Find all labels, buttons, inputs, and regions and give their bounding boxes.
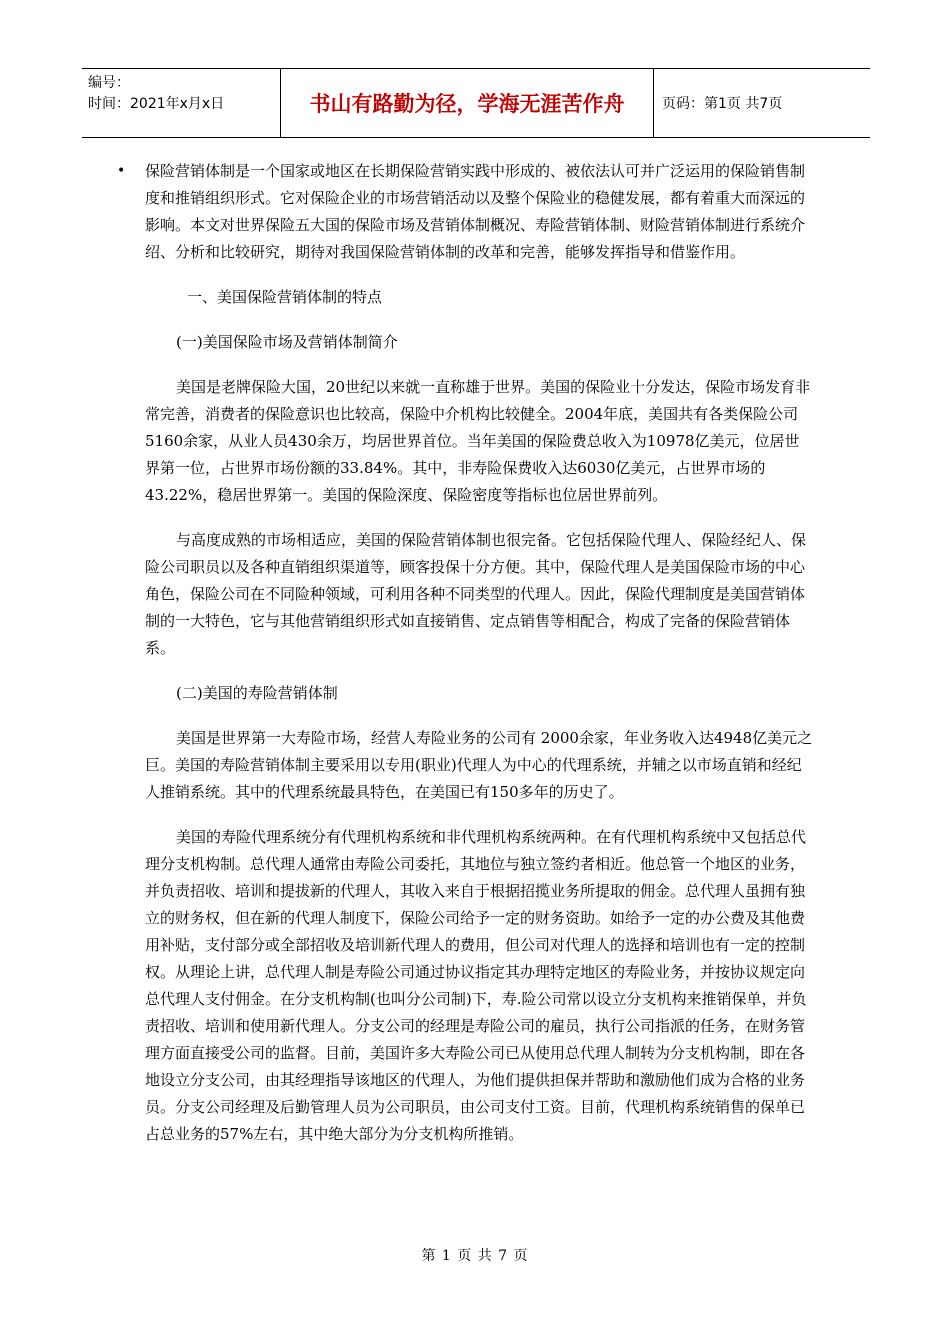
paragraph-4: 美国的寿险代理系统分有代理机构系统和非代理机构系统两种。在有代理机构系统中又包括总代理分支机构制。总代理人通常由寿险公司委托，其地位与独立签约者相近。他总管一个地区的业务，并负责招收、培训和提拔新的代理人，其收入来自于根据招揽业务所提取的佣金。总代理人虽拥有独立的财务权，但在新的代理人制度下，保险公司给予一定的财务资助。如给予一定的办公费及其他费用补贴，支付部分或全部招收及培训新代理人的费用，但公司对代理人的选择和培训也有一定的控制权。从理论上讲，总代理人制是寿险公司通过协议指定其办理特定地区的寿险业务，并按协议规定向总代理人支付佣金。在分支机构制(也叫分公司制)下，寿.险公司常以设立分支机构来推销保单，并负责招收、培训和使用新代理人。分支公司的经理是寿险公司的雇员，执行公司指派的任务，在财务管理方面直接受公司的监督。目前，美国许多大寿险公司已从使用总代理人制转为分支机构制，即在各地设立分支公司，由其经理指导该地区的代理人，为他们提供担保并帮助和激励他们成为合格的业务员。分支公司经理及后勤管理人员为公司职员，由公司支付工资。目前，代理机构系统销售的保单已占总业务的57%左右，其中绝大部分为分支机构所推销。: [145, 828, 807, 1143]
motto-text: 书山有路勤为径，学海无涯苦作舟: [309, 92, 625, 116]
number-label: 编号：: [88, 75, 130, 91]
page-footer: [0, 1245, 950, 1265]
subsection-heading-1: (一)美国保险市场及营销体制简介: [176, 333, 398, 351]
subsection-heading-2: (二)美国的寿险营销体制: [176, 684, 338, 702]
intro-bullet-item: [117, 158, 813, 266]
footer-page-number: 第 1 页 共 7 页: [421, 1248, 529, 1264]
intro-paragraph: 保险营销体制是一个国家或地区在长期保险营销实践中形成的、被依法认可并广泛运用的保险销售制度和推销组织形式。它对保险企业的市场营销活动以及整个保险业的稳健发展，都有着重大而深远的影响。本文对世界保险五大国的保险市场及营销体制概况、寿险营销体制、财险营销体制进行系统介绍、分析和比较研究，期待对我国保险营销体制的改革和完善，能够发挥指导和借鉴作用。: [145, 162, 806, 261]
header-info-cell: [82, 69, 281, 137]
header-table: [82, 68, 870, 138]
document-body: [117, 158, 813, 1148]
time-label: 时间：2021年x月x日: [88, 96, 225, 112]
paragraph-1: 美国是老牌保险大国，20世纪以来就一直称雄于世界。美国的保险业十分发达，保险市场发育非常完善，消费者的保险意识也比较高，保险中介机构比较健全。2004年底，美国共有各类保险公司5160余家，从业人员430余万，均居世界首位。当年美国的保险费总收入为10978亿美元，位居世界第一位，占世界市场份额的33.84%。其中，非寿险保费收入达6030亿美元，占世界市场的43.22%，稳居世界第一。美国的保险深度、保险密度等指标也位居世界前列。: [145, 378, 811, 504]
paragraph-3: 美国是世界第一大寿险市场，经营人寿险业务的公司有 2000余家，年业务收入达4948亿美元之巨。美国的寿险营销体制主要采用以专用(职业)代理人为中心的代理系统，并辅之以市场直销和经纪人推销系统。其中的代理系统最具特色，在美国已有150多年的历史了。: [145, 729, 813, 801]
paragraph-2: 与高度成熟的市场相适应，美国的保险营销体制也很完备。它包括保险代理人、保险经纪人、保险公司职员以及各种直销组织渠道等，顾客投保十分方便。其中，保险代理人是美国保险市场的中心角色，保险公司在不同险种领域，可利用各种不同类型的代理人。因此，保险代理制度是美国营销体制的一大特色，它与其他营销组织形式如直接销售、定点销售等相配合，构成了完备的保险营销体系。: [145, 531, 807, 657]
page-label: 页码：第1页 共7页: [662, 96, 783, 112]
page-label-cell: [654, 69, 870, 137]
section-heading: 一、美国保险营销体制的特点: [187, 288, 383, 306]
bullet-icon: •: [117, 163, 126, 179]
motto-cell: [281, 69, 654, 137]
